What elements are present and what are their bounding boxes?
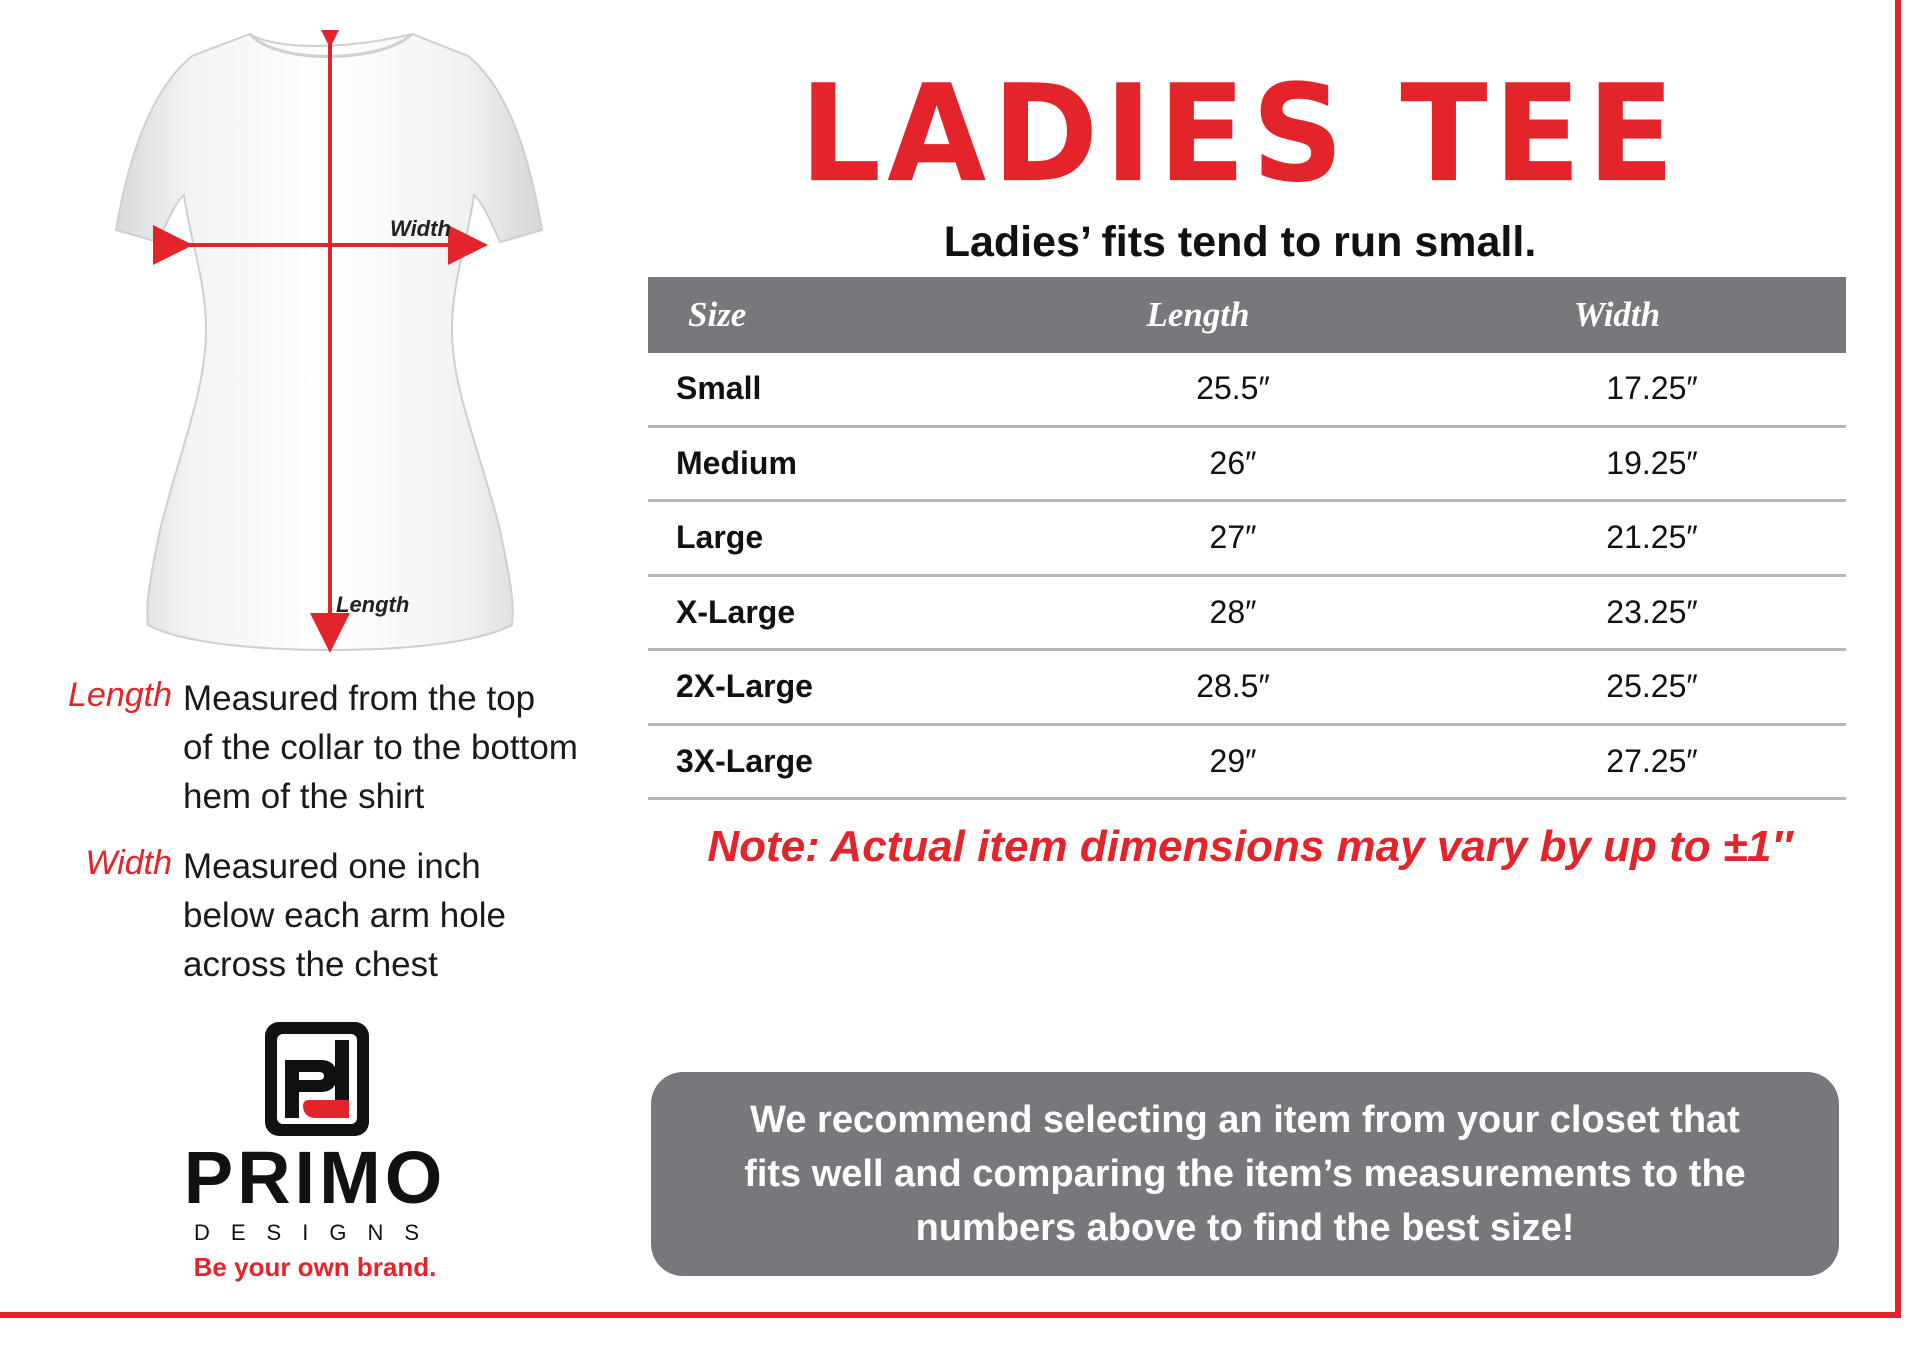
- size-table: [648, 277, 1846, 800]
- cell-size: Small: [676, 370, 762, 407]
- table-row: [648, 726, 1846, 801]
- logo-name: PRIMO: [183, 1136, 447, 1219]
- header-width: Width: [1573, 295, 1661, 334]
- definition-line: of the collar to the bottom: [183, 728, 578, 767]
- table-header: [648, 277, 1846, 353]
- cell-width: 19.25″: [1606, 444, 1698, 481]
- cell-size: 3X-Large: [676, 742, 813, 779]
- cell-size: Medium: [676, 444, 797, 481]
- cell-size: X-Large: [676, 593, 796, 630]
- width-label: Width: [390, 216, 451, 241]
- page-subtitle: Ladies’ fits tend to run small.: [943, 218, 1537, 266]
- frame-border-bottom: [0, 1312, 1901, 1318]
- cell-length: 28″: [1209, 593, 1257, 630]
- cell-width: 27.25″: [1606, 742, 1698, 779]
- table-row: [648, 577, 1846, 652]
- definition-line: hem of the shirt: [183, 777, 425, 816]
- cell-length: 29″: [1209, 742, 1257, 779]
- cell-size: Large: [676, 519, 764, 556]
- definition-line: Measured from the top: [183, 679, 536, 718]
- page-title: LADIES TEE: [799, 56, 1681, 213]
- cell-width: 25.25″: [1606, 668, 1698, 705]
- recommendation-text: We recommend selecting an item from your closet that fits well and comparing the item’s measurements to the numbers above to find the best size!: [744, 1099, 1746, 1249]
- table-row: [648, 353, 1846, 428]
- primo-logo: [150, 1020, 490, 1280]
- frame-border-right: [1895, 0, 1901, 1318]
- definition-term-width: Width: [85, 844, 172, 882]
- length-label: Length: [336, 592, 410, 617]
- header-length: Length: [1146, 295, 1250, 334]
- cell-width: 23.25″: [1606, 593, 1698, 630]
- cell-width: 17.25″: [1606, 370, 1698, 407]
- logo-tagline: Be your own brand.: [193, 1252, 437, 1282]
- cell-length: 27″: [1209, 519, 1257, 556]
- table-row: [648, 428, 1846, 503]
- table-row: [648, 651, 1846, 726]
- definition-text-width: [183, 842, 506, 989]
- cell-size: 2X-Large: [676, 668, 813, 705]
- logo-subname: DESIGNS: [193, 1220, 441, 1245]
- cell-width: 21.25″: [1606, 519, 1698, 556]
- table-row: [648, 502, 1846, 577]
- primo-logo-icon: [263, 1020, 371, 1138]
- definition-line: Measured one inch: [183, 847, 481, 886]
- definition-line: across the chest: [183, 945, 438, 984]
- cell-length: 28.5″: [1196, 668, 1270, 705]
- definition-text-length: [183, 674, 578, 821]
- definition-term-length: Length: [68, 676, 172, 714]
- definition-line: below each arm hole: [183, 896, 506, 935]
- dimension-note: Note: Actual item dimensions may vary by up to ±1″: [707, 822, 1793, 871]
- shirt-diagram: [60, 30, 600, 660]
- cell-length: 26″: [1209, 444, 1257, 481]
- header-size: Size: [688, 295, 747, 334]
- recommendation-box: [651, 1072, 1839, 1276]
- cell-length: 25.5″: [1196, 370, 1270, 407]
